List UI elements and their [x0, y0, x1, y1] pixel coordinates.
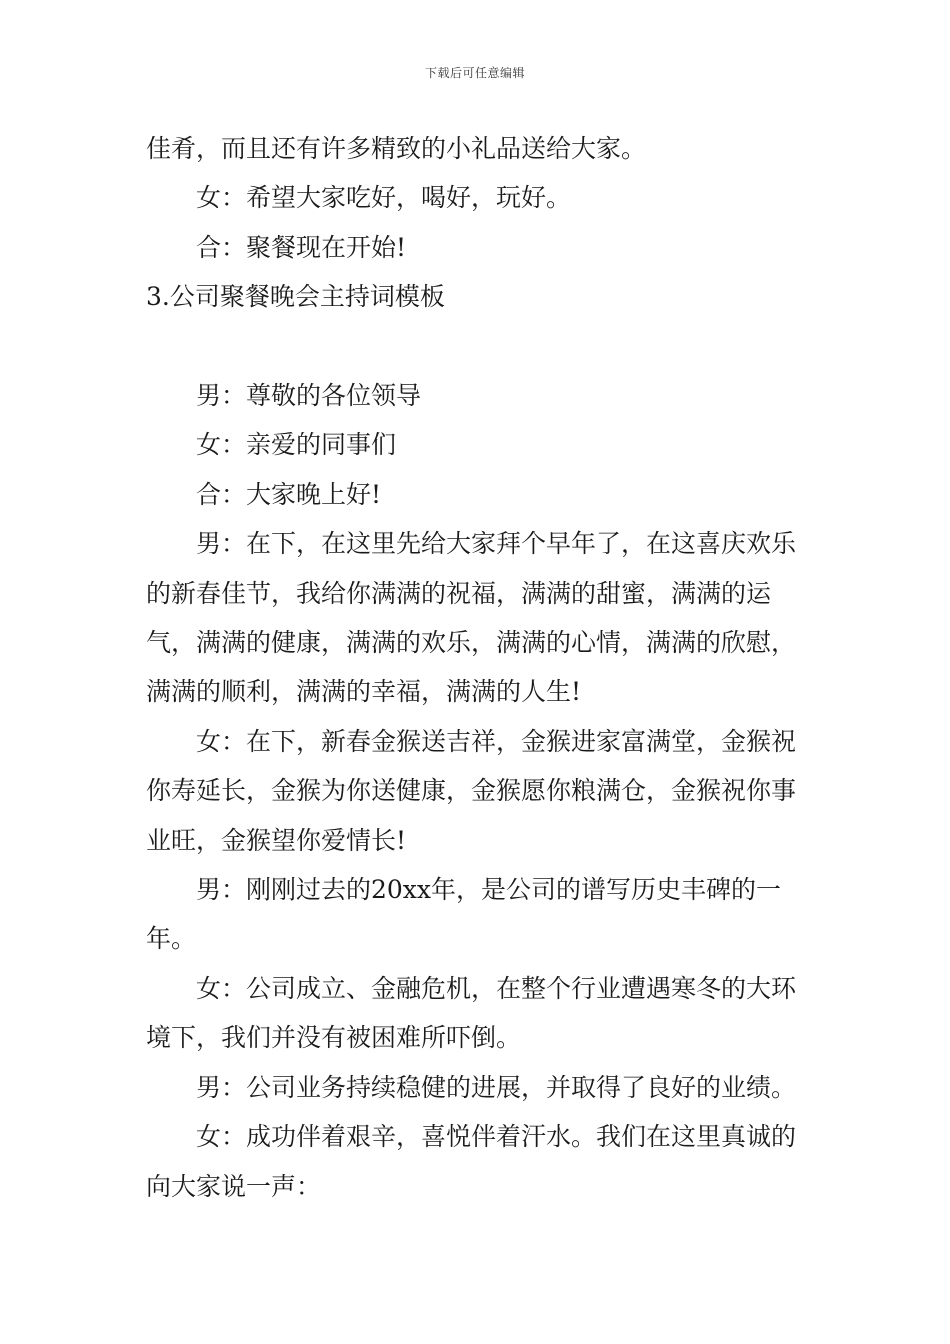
paragraph-female-line: 女：公司成立、金融危机，在整个行业遭遇寒冬的大环境下，我们并没有被困难所吓倒。: [146, 973, 797, 1053]
paragraph-together-line: 合：大家晚上好!: [196, 479, 382, 509]
paragraph-male-line: 男：尊敬的各位领导: [196, 381, 422, 411]
paragraph-male-line: 男：在下，在这里先给大家拜个早年了，在这喜庆欢乐的新春佳节，我给你满满的祝福，满满的甜蜜，满满的运气，满满的健康，满满的欢乐，满满的心情，满满的欣慰，满满的顺利，满满的幸福，满满的人生!: [146, 529, 797, 707]
paragraph-male-line: 男：刚刚过去的20xx年，是公司的谱写历史丰碑的一年。: [146, 875, 782, 954]
paragraph-together-line: 合：聚餐现在开始!: [196, 232, 407, 262]
paragraph-female-line: 女：在下，新春金猴送吉祥，金猴进家富满堂，金猴祝你寿延长，金猴为你送健康，金猴愿你粮满仓，金猴祝你事业旺，金猴望你爱情长!: [146, 726, 797, 855]
document-body: [146, 124, 812, 1211]
header-note: 下载后可任意编辑: [424, 66, 525, 80]
paragraph-male-line: 男：公司业务持续稳健的进展，并取得了良好的业绩。: [196, 1072, 797, 1102]
paragraph-continuation: 佳肴，而且还有许多精致的小礼品送给大家。: [146, 134, 647, 163]
paragraph-female-line: 女：成功伴着艰辛，喜悦伴着汗水。我们在这里真诚的向大家说一声：: [146, 1122, 797, 1201]
section-heading: 3.公司聚餐晚会主持词模板: [146, 282, 445, 312]
blank-line: [146, 322, 812, 371]
paragraph-female-line: 女：亲爱的同事们: [196, 430, 397, 460]
paragraph-female-line: 女：希望大家吃好，喝好，玩好。: [196, 183, 572, 213]
